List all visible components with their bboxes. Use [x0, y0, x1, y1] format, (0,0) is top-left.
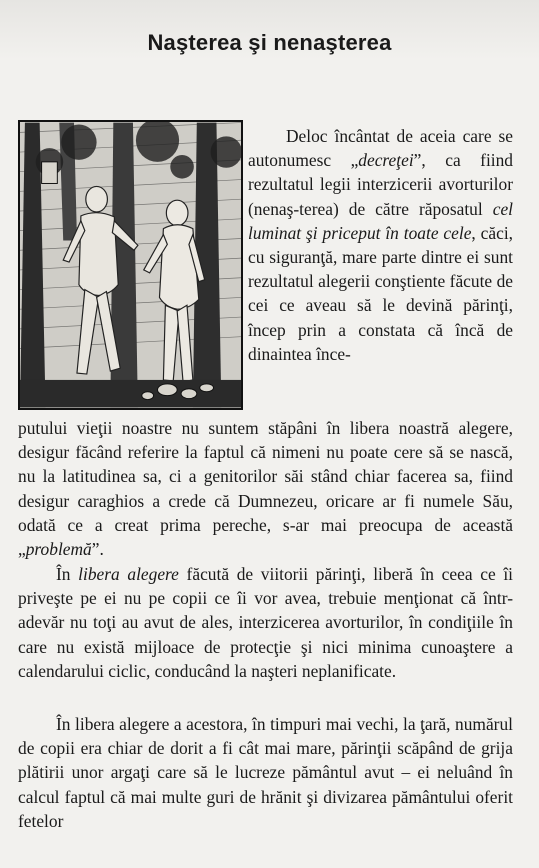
paragraph-italic-text: cel luminat şi priceput în toate cele: [248, 198, 513, 243]
paragraph-text: ”, ca fiind rezultatul legii interzicerii avorturilor (nenaş-terea) de către răposatul: [248, 150, 514, 219]
adam-and-eve-engraving-illustration: [18, 120, 243, 410]
paragraph-text: , căci, cu siguranţă, mare parte dintre ei sunt rezultatul alegerii conştiente făcute de cei ce aveau să le devină părinţi, încep prin a constata că încă de dinaintea înce-: [248, 222, 513, 364]
paragraph-1-continued: [18, 416, 513, 561]
paragraph-italic-text: libera alegere: [78, 564, 179, 584]
paragraph-italic-text: decreţei: [358, 150, 414, 171]
paragraph-text: putului vieţii noastre nu suntem stăpâni în libera noastră alegere, desigur făcând referire la faptul că nimeni nu poate cere să se nască, nu la latitudinea sa, ci a genitorilor săi stând chiar facerea sa, fiind desigur caraghios a crede că Dumnezeu, oricare ar fi numele Său, odată ce a creat prima pereche, s-ar mai preocupa de această „: [18, 418, 513, 560]
paragraph-text: ”.: [91, 539, 104, 560]
chapter-title: Naşterea şi nenaşterea: [147, 30, 392, 55]
engraving-icon: [20, 122, 241, 408]
paragraph-text: făcută de viitorii părinţi, liberă în ceea ce îi priveşte pe ei nu pe copii ce îi vor avea, trebuie menţionat că într-adevăr nu toţi au avut de ales, interzicerea avorturilor, în condiţiile în care nu există mijloace de protecţie şi nici minima cunoaştere a calendarului ciclic, conducând la naşteri neplanificate.: [18, 564, 513, 681]
paragraph-text: În: [56, 564, 79, 584]
paragraph-text: Deloc încântat de aceia care se autonumesc „: [248, 126, 513, 171]
paragraph-text: În libera alegere a acestora, în timpuri mai vechi, la ţară, numărul de copii era chiar de dorit a fi cât mai mare, părinţii scăpând de grija plătirii unor argaţi care să le lucreze pământul avut – ei neluând în calcul faptul că mai multe guri de hrănit şi divizarea pământului oferit fetelor: [18, 714, 513, 831]
paragraph-italic-text: problemă: [25, 539, 92, 560]
paragraph-3: [18, 712, 513, 833]
paragraph-1-wrapped: [248, 124, 513, 366]
paragraph-2: [18, 562, 513, 683]
